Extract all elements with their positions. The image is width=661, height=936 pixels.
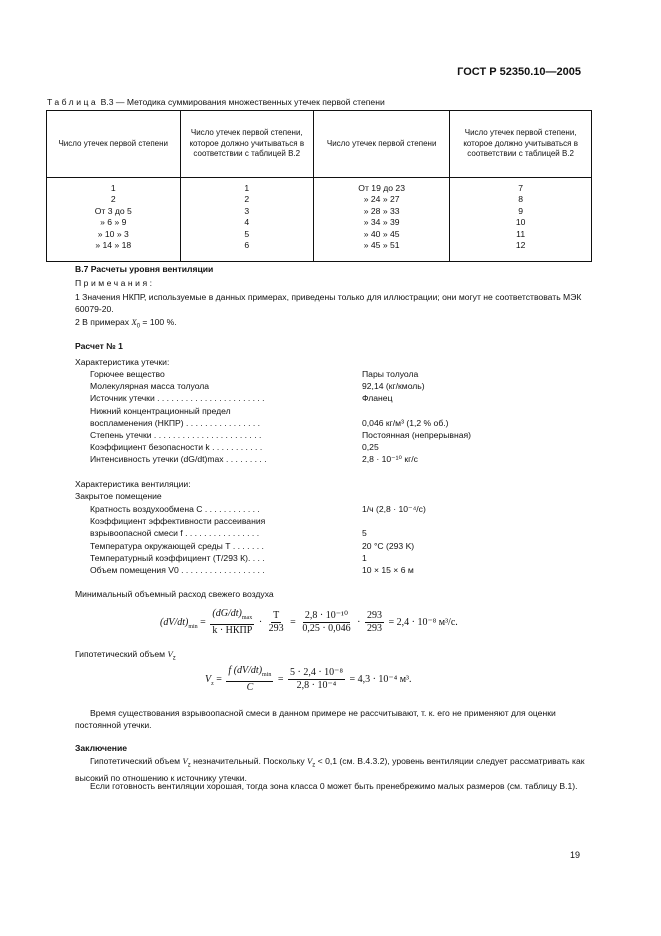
table-cell-value: » 6 » 9 [100, 217, 127, 228]
min-flow-label: Минимальный объемный расход свежего воздуха [75, 589, 274, 599]
vent-heading: Характеристика вентиляции: [75, 479, 191, 489]
parameter-value: 10 × 15 × 6 м [362, 565, 414, 575]
parameter-label: Молекулярная масса толуола [90, 381, 210, 392]
parameter-label: Температура окружающей среды Т . . . . . . . [90, 540, 264, 551]
table-col-2 [180, 178, 314, 262]
parameter-value: 2,8 · 10⁻¹⁰ кг/с [362, 454, 418, 465]
parameter-label: Интенсивность утечки (dG/dt)max . . . . . . . . . [90, 454, 267, 465]
eq1-frac-3 [300, 610, 352, 635]
summation-table [46, 110, 592, 262]
equation-hyp-volume: $V_z$ = $\frac{f (dV/dt)_{min}}{C}$ = $\frac{\text{5 · 2,4 · 10⁻⁸}}{\text{2,8 · 10⁻⁴}}$ = 4,3 · 10⁻⁴ м³. [205, 665, 412, 693]
room-type: Закрытое помещение [75, 491, 162, 501]
table-cell-value: 7 [518, 183, 524, 193]
eq1-den3: 0,25 · 0,046 [302, 623, 351, 634]
conclusion-title: Заключение [75, 743, 128, 753]
eq1-num4: 293 [367, 610, 382, 621]
eq2-frac-2 [288, 667, 345, 692]
parameter-label: Степень утечки . . . . . . . . . . . . . . . . . . . . . . . [90, 430, 262, 440]
eq2-den1: C [246, 682, 254, 693]
conclusion-paragraph-2: Если готовность вентиляции хорошая, тогда зона класса 0 может быть пренебрежимо малых размеров (см. таблицу В.1). [90, 781, 578, 791]
table-cell-value: » 34 » 39 [363, 217, 400, 228]
parameter-label: Нижний концентрационный предел [90, 405, 231, 416]
notes-label: Примечания: [75, 278, 155, 288]
parameter-label: Коэффициент безопасности k . . . . . . . . . . . [90, 442, 263, 453]
parameter-value: 0,046 кг/м³ (1,2 % об.) [362, 417, 449, 428]
table-header-cell: Число утечек первой степени [47, 111, 181, 178]
table-cell-value: 10 [515, 217, 526, 228]
table-cell-value: 2 [110, 194, 116, 205]
table-header-cell: Число утечек первой степени, которое должно учитываться в соответствии с таблицей В.2 [450, 111, 592, 178]
table-cell-value: 6 [244, 240, 250, 251]
table-cell-value: 2 [244, 194, 250, 205]
table-header-row [47, 111, 592, 178]
section-title: В.7 Расчеты уровня вентиляции [75, 264, 214, 274]
parameter-label: воспламенения (НКПР) . . . . . . . . . . . . . . . . [90, 417, 261, 428]
table-cell-value: От 19 до 23 [358, 183, 405, 193]
table-cell-value: » 10 » 3 [97, 228, 129, 239]
conclusion-p1-a: Гипотетический объем [90, 756, 183, 766]
eq1-lhs-sub: min [188, 623, 198, 630]
table-cell-value: 9 [518, 205, 524, 216]
eq1-num3: 2,8 · 10⁻¹⁰ [304, 610, 349, 621]
eq2-lhs: V [205, 674, 212, 686]
existence-paragraph: Время существования взрывоопасной смеси в данном примере не рассчитывают, т. к. его не применяют для оценки постоянной утечки. [75, 708, 556, 730]
eq1-den2: 293 [268, 623, 284, 634]
eq2-lhs-sub: z [211, 681, 214, 688]
parameter-value: 92,14 (кг/кмоль) [362, 381, 425, 392]
table-cell-value: » 14 » 18 [95, 240, 132, 251]
parameter-label: Кратность воздухообмена С . . . . . . . . . . . . [90, 504, 260, 514]
table-caption-word: Таблица [47, 97, 99, 107]
table-header-cell: Число утечек первой степени [314, 111, 450, 178]
note-1-text: 1 Значения НКПР, используемые в данных примерах, приведены только для иллюстрации; они могут не соответствовать МЭК 60079-20. [75, 292, 582, 314]
eq2-result: 4,3 · 10⁻⁴ м³. [357, 674, 412, 686]
table-cell-value: 11 [516, 228, 526, 239]
parameter-value: Пары толуола [362, 369, 419, 379]
table-col-1 [47, 178, 181, 262]
eq1-num2: T [273, 610, 280, 621]
calc-title: Расчет № 1 [75, 341, 123, 351]
eq1-num1-sub: max [241, 615, 253, 621]
parameter-label: Объем помещения V0 . . . . . . . . . . . . . . . . . . [90, 565, 265, 575]
parameter-label: Источник утечки . . . . . . . . . . . . . . . . . . . . . . . [90, 393, 265, 404]
conclusion-paragraph-1: Гипотетический объем $V_z$ незначительный. Поскольку $V_z < 0,1$ (см. В.4.3.2), уровень вентиляции следует рассматривать как высокий по отношению к источнику утечки. [75, 756, 585, 783]
table-cell-value: 12 [515, 240, 526, 251]
eq2-frac-1 [226, 665, 273, 695]
eq1-den1: k · НКПР [212, 625, 253, 636]
note-1 [75, 291, 595, 315]
parameter-value: Фланец [362, 393, 393, 404]
parameter-value: 5 [362, 528, 367, 539]
table-cell-value: 1 [110, 183, 116, 193]
table-caption [47, 97, 385, 108]
eq1-result: 2,4 · 10⁻⁸ м³/с. [396, 616, 458, 628]
table-col-4 [450, 178, 592, 262]
table-cell-value: От 3 до 5 [94, 205, 132, 216]
table-cell-value: 3 [244, 205, 250, 216]
equation-min-flow: $(dV/dt)_{min}$ = $\frac{(dG/dt)_{max}}{\text{k · НКПР}}$ · $\frac{T}{293}$ = $\frac{\text{2,8 · 10⁻¹⁰}}{0,25 \cdot 0,046}$ · $\frac{293}{293}$ = 2,4 · 10⁻⁸ м³/с. [160, 608, 458, 636]
table-cell-value: 4 [244, 217, 250, 228]
page-number: 19 [570, 850, 581, 860]
note-2-prefix: 2 В примерах [75, 317, 132, 327]
table-header-cell: Число утечек первой степени, которое должно учитываться в соответствии с таблицей В.2 [180, 111, 314, 178]
parameter-label: взрывоопасной смеси f . . . . . . . . . . . . . . . . [90, 528, 260, 539]
eq1-frac-4 [365, 610, 384, 635]
table-cell-value: » 45 » 51 [363, 240, 400, 251]
parameter-value: Постоянная (непрерывная) [362, 430, 471, 440]
note-2-suffix: = 100 %. [140, 317, 177, 327]
table-caption-text: В.3 — Методика суммирования множественных утечек первой степени [100, 97, 385, 107]
parameter-value: 1/ч (2,8 · 10⁻⁴/с) [362, 504, 426, 514]
eq1-lhs: (dV/dt) [160, 616, 189, 628]
parameter-value: 0,25 [362, 442, 379, 453]
eq2-num2: 5 · 2,4 · 10⁻⁸ [290, 667, 343, 679]
leak-heading: Характеристика утечки: [75, 357, 170, 367]
document-id: ГОСТ Р 52350.10—2005 [457, 66, 581, 78]
eq1-den4: 293 [367, 623, 382, 634]
eq1-frac-2 [267, 610, 286, 635]
eq2-den2: 2,8 · 10⁻⁴ [296, 680, 337, 692]
eq2-num1: f (dV/dt) [228, 665, 263, 676]
hyp-volume-label: Гипотетический объем $V_z$ [75, 649, 176, 662]
eq1-num1: (dG/dt) [212, 608, 242, 619]
table-cell-value: 1 [244, 183, 250, 193]
hyp-volume-text: Гипотетический объем [75, 649, 166, 659]
eq2-num1-sub: min [262, 672, 272, 678]
table-cell-value: » 28 » 33 [363, 205, 400, 216]
parameter-value: 1 [362, 552, 367, 563]
table-cell-value: 8 [518, 194, 524, 205]
conclusion-p1-c: < 0,1 (см. В.4.3.2), уровень вентиляции следует рассматривать как высокий по отношению к источнику утечки. [75, 756, 585, 783]
conclusion-p1-b: незначительный. Поскольку [190, 756, 308, 766]
table-col-3 [314, 178, 450, 262]
parameter-label: Горючее вещество [90, 369, 165, 379]
parameter-value: 20 °C (293 K) [362, 540, 415, 551]
table-cell-value: » 40 » 45 [363, 228, 400, 239]
parameter-label: Температурный коэффициент (Т/293 К). . . . [90, 552, 265, 563]
parameter-label: Коэффициент эффективности рассеивания [90, 516, 266, 527]
table-cell-value: 5 [244, 228, 250, 239]
eq1-frac-1 [210, 608, 254, 637]
note-2: 2 В примерах $X_0 = 100$ %. [75, 317, 177, 330]
table-data-row [47, 178, 592, 262]
x0-symbol: X [131, 317, 137, 327]
table-cell-value: » 24 » 27 [363, 194, 400, 205]
